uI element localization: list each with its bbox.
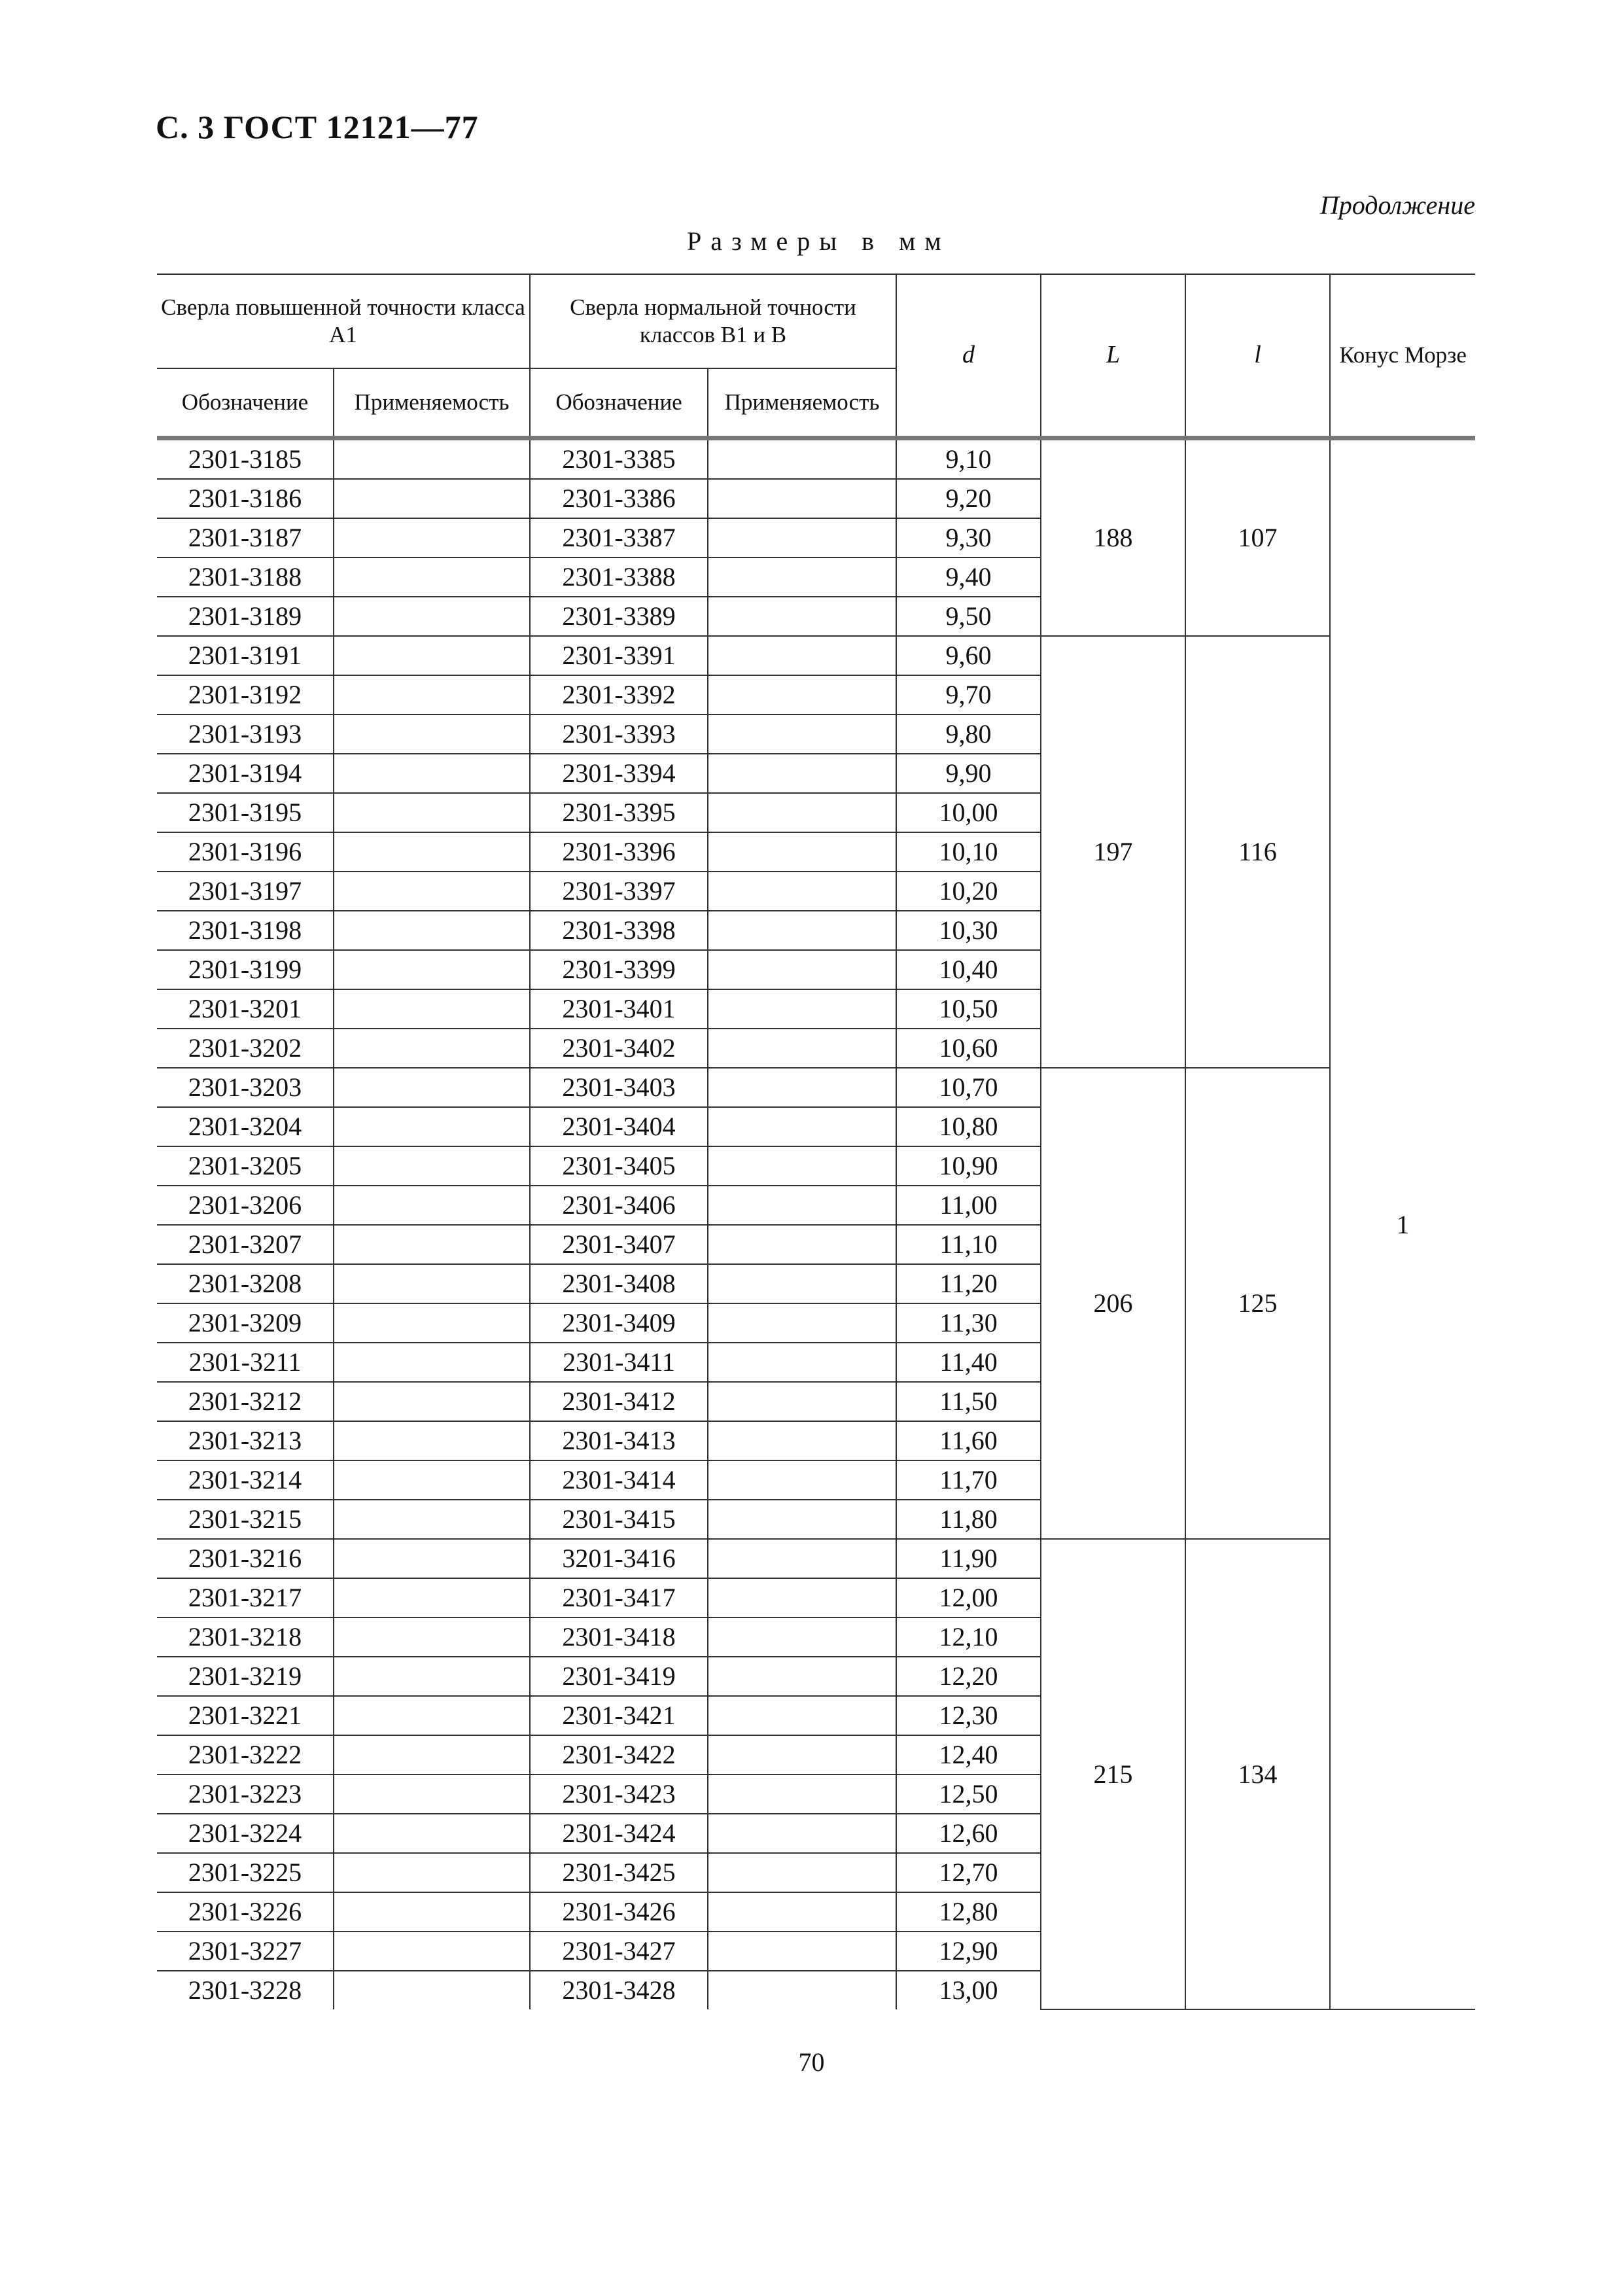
b-designation-cell: 2301-3425 xyxy=(530,1853,708,1892)
b-applicability-cell xyxy=(708,1892,896,1932)
a1-designation-cell: 2301-3207 xyxy=(157,1225,334,1264)
d-cell: 10,40 xyxy=(896,950,1041,989)
a1-applicability-cell xyxy=(334,1421,530,1460)
b-applicability-cell xyxy=(708,675,896,715)
b-designation-cell: 2301-3422 xyxy=(530,1735,708,1775)
b-designation-cell: 2301-3389 xyxy=(530,597,708,636)
b-applicability-cell xyxy=(708,479,896,518)
d-cell: 9,80 xyxy=(896,715,1041,754)
a1-designation-cell: 2301-3214 xyxy=(157,1460,334,1500)
d-cell: 9,90 xyxy=(896,754,1041,793)
a1-applicability-cell xyxy=(334,438,530,480)
l-cell: 116 xyxy=(1185,636,1330,1068)
a1-designation-cell: 2301-3223 xyxy=(157,1775,334,1814)
b-designation-cell: 2301-3387 xyxy=(530,518,708,557)
a1-designation-cell: 2301-3194 xyxy=(157,754,334,793)
a1-designation-cell: 2301-3187 xyxy=(157,518,334,557)
a1-applicability-cell xyxy=(334,1971,530,2009)
d-cell: 12,20 xyxy=(896,1657,1041,1696)
a1-designation-cell: 2301-3206 xyxy=(157,1186,334,1225)
b-applicability-cell xyxy=(708,950,896,989)
a1-applicability-cell xyxy=(334,636,530,675)
a1-designation-cell: 2301-3208 xyxy=(157,1264,334,1303)
b-designation-cell: 2301-3412 xyxy=(530,1382,708,1421)
a1-applicability-cell xyxy=(334,1775,530,1814)
d-cell: 10,80 xyxy=(896,1107,1041,1146)
L-cell: 188 xyxy=(1041,438,1185,637)
a1-applicability-cell xyxy=(334,1029,530,1068)
a1-applicability-cell xyxy=(334,1578,530,1617)
d-cell: 9,40 xyxy=(896,557,1041,597)
b-designation-cell: 2301-3405 xyxy=(530,1146,708,1186)
b-designation-cell: 2301-3421 xyxy=(530,1696,708,1735)
a1-designation-cell: 2301-3192 xyxy=(157,675,334,715)
a1-applicability-cell xyxy=(334,1539,530,1578)
a1-applicability-cell xyxy=(334,1186,530,1225)
b-designation-cell: 2301-3418 xyxy=(530,1617,708,1657)
d-cell: 10,70 xyxy=(896,1068,1041,1107)
b-applicability-cell xyxy=(708,872,896,911)
a1-applicability-cell xyxy=(334,1343,530,1382)
d-cell: 11,60 xyxy=(896,1421,1041,1460)
d-cell: 9,50 xyxy=(896,597,1041,636)
b-designation-cell: 2301-3401 xyxy=(530,989,708,1029)
a1-applicability-cell xyxy=(334,597,530,636)
b-applicability-cell xyxy=(708,1617,896,1657)
d-cell: 11,90 xyxy=(896,1539,1041,1578)
a1-designation-cell: 2301-3222 xyxy=(157,1735,334,1775)
a1-applicability-cell xyxy=(334,1657,530,1696)
d-cell: 9,10 xyxy=(896,438,1041,480)
a1-designation-cell: 2301-3225 xyxy=(157,1853,334,1892)
a1-designation-cell: 2301-3218 xyxy=(157,1617,334,1657)
a1-designation-cell: 2301-3209 xyxy=(157,1303,334,1343)
header-d: d xyxy=(896,274,1041,438)
a1-applicability-cell xyxy=(334,479,530,518)
b-applicability-cell xyxy=(708,1696,896,1735)
b-applicability-cell xyxy=(708,1382,896,1421)
b-designation-cell: 2301-3386 xyxy=(530,479,708,518)
header-group-b: Сверла нормальной точности классов В1 и В xyxy=(530,274,896,368)
a1-applicability-cell xyxy=(334,793,530,832)
b-applicability-cell xyxy=(708,1107,896,1146)
b-designation-cell: 2301-3406 xyxy=(530,1186,708,1225)
a1-designation-cell: 2301-3204 xyxy=(157,1107,334,1146)
d-cell: 11,70 xyxy=(896,1460,1041,1500)
b-applicability-cell xyxy=(708,832,896,872)
table-row xyxy=(157,636,1475,675)
a1-applicability-cell xyxy=(334,1225,530,1264)
b-applicability-cell xyxy=(708,911,896,950)
a1-designation-cell: 2301-3213 xyxy=(157,1421,334,1460)
b-designation-cell: 2301-3394 xyxy=(530,754,708,793)
a1-applicability-cell xyxy=(334,1382,530,1421)
a1-applicability-cell xyxy=(334,1264,530,1303)
d-cell: 12,70 xyxy=(896,1853,1041,1892)
b-applicability-cell xyxy=(708,1146,896,1186)
a1-designation-cell: 2301-3201 xyxy=(157,989,334,1029)
l-cell: 134 xyxy=(1185,1539,1330,2009)
a1-applicability-cell xyxy=(334,1735,530,1775)
page-header: С. 3 ГОСТ 12121—77 xyxy=(156,109,479,145)
b-applicability-cell xyxy=(708,989,896,1029)
d-cell: 12,40 xyxy=(896,1735,1041,1775)
b-designation-cell: 2301-3417 xyxy=(530,1578,708,1617)
b-applicability-cell xyxy=(708,1657,896,1696)
a1-applicability-cell xyxy=(334,950,530,989)
b-designation-cell: 2301-3414 xyxy=(530,1460,708,1500)
header-b-designation: Обозначение xyxy=(530,368,708,438)
a1-designation-cell: 2301-3224 xyxy=(157,1814,334,1853)
b-designation-cell: 2301-3391 xyxy=(530,636,708,675)
a1-designation-cell: 2301-3191 xyxy=(157,636,334,675)
a1-applicability-cell xyxy=(334,1617,530,1657)
a1-applicability-cell xyxy=(334,1107,530,1146)
b-applicability-cell xyxy=(708,1500,896,1539)
d-cell: 11,20 xyxy=(896,1264,1041,1303)
b-applicability-cell xyxy=(708,1932,896,1971)
b-applicability-cell xyxy=(708,754,896,793)
b-applicability-cell xyxy=(708,1029,896,1068)
a1-applicability-cell xyxy=(334,1853,530,1892)
header-b-applicability: Применяемость xyxy=(708,368,896,438)
a1-applicability-cell xyxy=(334,1303,530,1343)
a1-applicability-cell xyxy=(334,989,530,1029)
l-cell: 107 xyxy=(1185,438,1330,637)
l-cell: 125 xyxy=(1185,1068,1330,1539)
b-applicability-cell xyxy=(708,1853,896,1892)
d-cell: 10,60 xyxy=(896,1029,1041,1068)
b-applicability-cell xyxy=(708,1775,896,1814)
a1-designation-cell: 2301-3198 xyxy=(157,911,334,950)
b-designation-cell: 2301-3408 xyxy=(530,1264,708,1303)
d-cell: 10,30 xyxy=(896,911,1041,950)
b-designation-cell: 2301-3407 xyxy=(530,1225,708,1264)
header-l: l xyxy=(1185,274,1330,438)
d-cell: 13,00 xyxy=(896,1971,1041,2009)
L-cell: 206 xyxy=(1041,1068,1185,1539)
a1-designation-cell: 2301-3217 xyxy=(157,1578,334,1617)
page-number: 70 xyxy=(798,2047,825,2077)
b-designation-cell: 2301-3423 xyxy=(530,1775,708,1814)
b-applicability-cell xyxy=(708,793,896,832)
a1-designation-cell: 2301-3196 xyxy=(157,832,334,872)
b-designation-cell: 2301-3402 xyxy=(530,1029,708,1068)
a1-designation-cell: 2301-3228 xyxy=(157,1971,334,2009)
a1-designation-cell: 2301-3205 xyxy=(157,1146,334,1186)
d-cell: 10,20 xyxy=(896,872,1041,911)
b-designation-cell: 2301-3419 xyxy=(530,1657,708,1696)
d-cell: 11,30 xyxy=(896,1303,1041,1343)
a1-designation-cell: 2301-3212 xyxy=(157,1382,334,1421)
d-cell: 10,90 xyxy=(896,1146,1041,1186)
a1-designation-cell: 2301-3189 xyxy=(157,597,334,636)
b-designation-cell: 2301-3396 xyxy=(530,832,708,872)
b-designation-cell: 2301-3426 xyxy=(530,1892,708,1932)
table-row xyxy=(157,438,1475,480)
a1-designation-cell: 2301-3215 xyxy=(157,1500,334,1539)
b-designation-cell: 2301-3428 xyxy=(530,1971,708,2009)
a1-applicability-cell xyxy=(334,1696,530,1735)
b-designation-cell: 2301-3411 xyxy=(530,1343,708,1382)
a1-designation-cell: 2301-3186 xyxy=(157,479,334,518)
b-applicability-cell xyxy=(708,1186,896,1225)
a1-applicability-cell xyxy=(334,754,530,793)
d-cell: 11,40 xyxy=(896,1343,1041,1382)
a1-applicability-cell xyxy=(334,1814,530,1853)
b-applicability-cell xyxy=(708,1971,896,2009)
d-cell: 11,10 xyxy=(896,1225,1041,1264)
d-cell: 11,50 xyxy=(896,1382,1041,1421)
a1-designation-cell: 2301-3193 xyxy=(157,715,334,754)
b-applicability-cell xyxy=(708,557,896,597)
header-L: L xyxy=(1041,274,1185,438)
b-designation-cell: 2301-3413 xyxy=(530,1421,708,1460)
a1-applicability-cell xyxy=(334,715,530,754)
drill-spec-table xyxy=(157,274,1475,2010)
b-applicability-cell xyxy=(708,1735,896,1775)
b-designation-cell: 2301-3415 xyxy=(530,1500,708,1539)
d-cell: 9,30 xyxy=(896,518,1041,557)
a1-applicability-cell xyxy=(334,872,530,911)
morse-cell: 1 xyxy=(1330,438,1475,2010)
b-applicability-cell xyxy=(708,1539,896,1578)
b-applicability-cell xyxy=(708,438,896,480)
a1-designation-cell: 2301-3199 xyxy=(157,950,334,989)
b-applicability-cell xyxy=(708,1421,896,1460)
b-applicability-cell xyxy=(708,1303,896,1343)
d-cell: 12,60 xyxy=(896,1814,1041,1853)
b-designation-cell: 2301-3409 xyxy=(530,1303,708,1343)
a1-designation-cell: 2301-3216 xyxy=(157,1539,334,1578)
b-applicability-cell xyxy=(708,636,896,675)
b-designation-cell: 2301-3388 xyxy=(530,557,708,597)
a1-applicability-cell xyxy=(334,1068,530,1107)
table-row xyxy=(157,1539,1475,1578)
table-body xyxy=(157,438,1475,2010)
b-designation-cell: 2301-3397 xyxy=(530,872,708,911)
b-applicability-cell xyxy=(708,518,896,557)
a1-applicability-cell xyxy=(334,675,530,715)
header-a1-applicability: Применяемость xyxy=(334,368,530,438)
d-cell: 10,10 xyxy=(896,832,1041,872)
a1-applicability-cell xyxy=(334,557,530,597)
a1-designation-cell: 2301-3197 xyxy=(157,872,334,911)
b-designation-cell: 2301-3385 xyxy=(530,438,708,480)
d-cell: 12,30 xyxy=(896,1696,1041,1735)
d-cell: 9,70 xyxy=(896,675,1041,715)
a1-designation-cell: 2301-3221 xyxy=(157,1696,334,1735)
b-applicability-cell xyxy=(708,1343,896,1382)
header-a1-designation: Обозначение xyxy=(157,368,334,438)
b-applicability-cell xyxy=(708,1264,896,1303)
L-cell: 215 xyxy=(1041,1539,1185,2009)
units-label: Размеры в мм xyxy=(687,226,951,256)
a1-designation-cell: 2301-3202 xyxy=(157,1029,334,1068)
a1-designation-cell: 2301-3227 xyxy=(157,1932,334,1971)
b-designation-cell: 2301-3395 xyxy=(530,793,708,832)
b-applicability-cell xyxy=(708,1578,896,1617)
a1-applicability-cell xyxy=(334,832,530,872)
b-applicability-cell xyxy=(708,1068,896,1107)
d-cell: 10,50 xyxy=(896,989,1041,1029)
b-designation-cell: 2301-3399 xyxy=(530,950,708,989)
a1-applicability-cell xyxy=(334,1460,530,1500)
b-designation-cell: 2301-3403 xyxy=(530,1068,708,1107)
b-applicability-cell xyxy=(708,597,896,636)
a1-designation-cell: 2301-3219 xyxy=(157,1657,334,1696)
continuation-label: Продолжение xyxy=(1319,190,1475,220)
a1-applicability-cell xyxy=(334,1500,530,1539)
b-designation-cell: 2301-3404 xyxy=(530,1107,708,1146)
header-group-a1: Сверла повышенной точности класса А1 xyxy=(157,274,530,368)
a1-applicability-cell xyxy=(334,911,530,950)
a1-designation-cell: 2301-3188 xyxy=(157,557,334,597)
d-cell: 12,80 xyxy=(896,1892,1041,1932)
b-applicability-cell xyxy=(708,715,896,754)
a1-designation-cell: 2301-3203 xyxy=(157,1068,334,1107)
a1-designation-cell: 2301-3195 xyxy=(157,793,334,832)
b-designation-cell: 2301-3392 xyxy=(530,675,708,715)
a1-applicability-cell xyxy=(334,1932,530,1971)
header-morse: Конус Морзе xyxy=(1330,274,1475,438)
b-applicability-cell xyxy=(708,1814,896,1853)
b-applicability-cell xyxy=(708,1225,896,1264)
a1-applicability-cell xyxy=(334,518,530,557)
b-designation-cell: 2301-3393 xyxy=(530,715,708,754)
b-designation-cell: 2301-3427 xyxy=(530,1932,708,1971)
d-cell: 12,90 xyxy=(896,1932,1041,1971)
b-designation-cell: 2301-3424 xyxy=(530,1814,708,1853)
d-cell: 12,10 xyxy=(896,1617,1041,1657)
a1-designation-cell: 2301-3185 xyxy=(157,438,334,480)
table-row xyxy=(157,1068,1475,1107)
a1-applicability-cell xyxy=(334,1892,530,1932)
d-cell: 12,00 xyxy=(896,1578,1041,1617)
d-cell: 11,00 xyxy=(896,1186,1041,1225)
a1-applicability-cell xyxy=(334,1146,530,1186)
L-cell: 197 xyxy=(1041,636,1185,1068)
d-cell: 10,00 xyxy=(896,793,1041,832)
a1-designation-cell: 2301-3211 xyxy=(157,1343,334,1382)
d-cell: 11,80 xyxy=(896,1500,1041,1539)
d-cell: 9,20 xyxy=(896,479,1041,518)
a1-designation-cell: 2301-3226 xyxy=(157,1892,334,1932)
b-designation-cell: 3201-3416 xyxy=(530,1539,708,1578)
b-designation-cell: 2301-3398 xyxy=(530,911,708,950)
d-cell: 12,50 xyxy=(896,1775,1041,1814)
d-cell: 9,60 xyxy=(896,636,1041,675)
b-applicability-cell xyxy=(708,1460,896,1500)
